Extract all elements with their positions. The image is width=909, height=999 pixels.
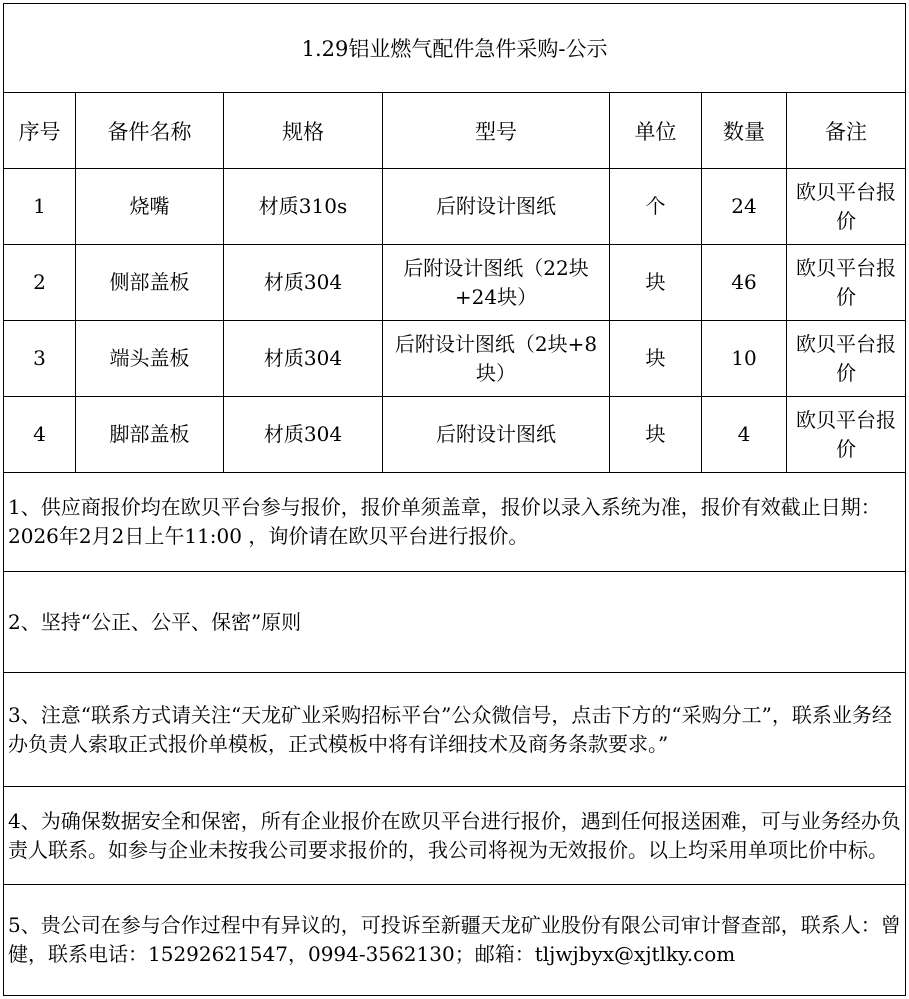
- cell-spec: 材质304: [224, 397, 383, 473]
- cell-no: 2: [4, 245, 76, 321]
- cell-model: 后附设计图纸（22块+24块）: [383, 245, 610, 321]
- cell-model: 后附设计图纸: [383, 169, 610, 245]
- cell-unit: 块: [610, 397, 702, 473]
- cell-no: 3: [4, 321, 76, 397]
- note-complaint-contact: 5、贵公司在参与合作过程中有异议的，可投诉至新疆天龙矿业股份有限公司审计督查部，联系人：曾健，联系电话：15292621547，0994-3562130；邮箱：tljwjbyx@xjtlky.com: [4, 885, 906, 996]
- cell-model: 后附设计图纸（2块+8块）: [383, 321, 610, 397]
- cell-part-name: 端头盖板: [76, 321, 224, 397]
- header-spec: 规格: [224, 93, 383, 169]
- cell-spec: 材质304: [224, 321, 383, 397]
- note-quote-deadline: 1、供应商报价均在欧贝平台参与报价，报价单须盖章，报价以录入系统为准，报价有效截止日期：2026年2月2日上午11:00 ，询价请在欧贝平台进行报价。: [4, 473, 906, 572]
- cell-qty: 4: [702, 397, 787, 473]
- header-model: 型号: [383, 93, 610, 169]
- cell-spec: 材质310s: [224, 169, 383, 245]
- header-remark: 备注: [787, 93, 906, 169]
- cell-remark: 欧贝平台报价: [787, 169, 906, 245]
- cell-spec: 材质304: [224, 245, 383, 321]
- table-row: [4, 245, 906, 321]
- table-row: [4, 397, 906, 473]
- cell-part-name: 烧嘴: [76, 169, 224, 245]
- table-row: [4, 169, 906, 245]
- header-no: 序号: [4, 93, 76, 169]
- cell-qty: 10: [702, 321, 787, 397]
- cell-unit: 块: [610, 245, 702, 321]
- cell-remark: 欧贝平台报价: [787, 321, 906, 397]
- note-contact-method: 3、注意“联系方式请关注“天龙矿业采购招标平台”公众微信号，点击下方的“采购分工”，联系业务经办负责人索取正式报价单模板，正式模板中将有详细技术及商务条款要求。”: [4, 673, 906, 787]
- cell-part-name: 脚部盖板: [76, 397, 224, 473]
- cell-qty: 46: [702, 245, 787, 321]
- cell-unit: 个: [610, 169, 702, 245]
- procurement-table: [3, 3, 906, 996]
- note-data-security: 4、为确保数据安全和保密，所有企业报价在欧贝平台进行报价，遇到任何报送困难，可与业务经办负责人联系。如参与企业未按我公司要求报价的，我公司将视为无效报价。以上均采用单项比价中标。: [4, 787, 906, 885]
- header-part-name: 备件名称: [76, 93, 224, 169]
- table-header-row: [4, 93, 906, 169]
- cell-unit: 块: [610, 321, 702, 397]
- table-row: [4, 321, 906, 397]
- header-unit: 单位: [610, 93, 702, 169]
- cell-model: 后附设计图纸: [383, 397, 610, 473]
- cell-remark: 欧贝平台报价: [787, 245, 906, 321]
- note-principle: 2、坚持“公正、公平、保密”原则: [4, 572, 906, 673]
- cell-remark: 欧贝平台报价: [787, 397, 906, 473]
- cell-part-name: 侧部盖板: [76, 245, 224, 321]
- header-qty: 数量: [702, 93, 787, 169]
- procurement-notice-sheet: [3, 3, 905, 996]
- cell-no: 1: [4, 169, 76, 245]
- cell-no: 4: [4, 397, 76, 473]
- cell-qty: 24: [702, 169, 787, 245]
- page-title: 1.29铝业燃气配件急件采购-公示: [4, 4, 906, 93]
